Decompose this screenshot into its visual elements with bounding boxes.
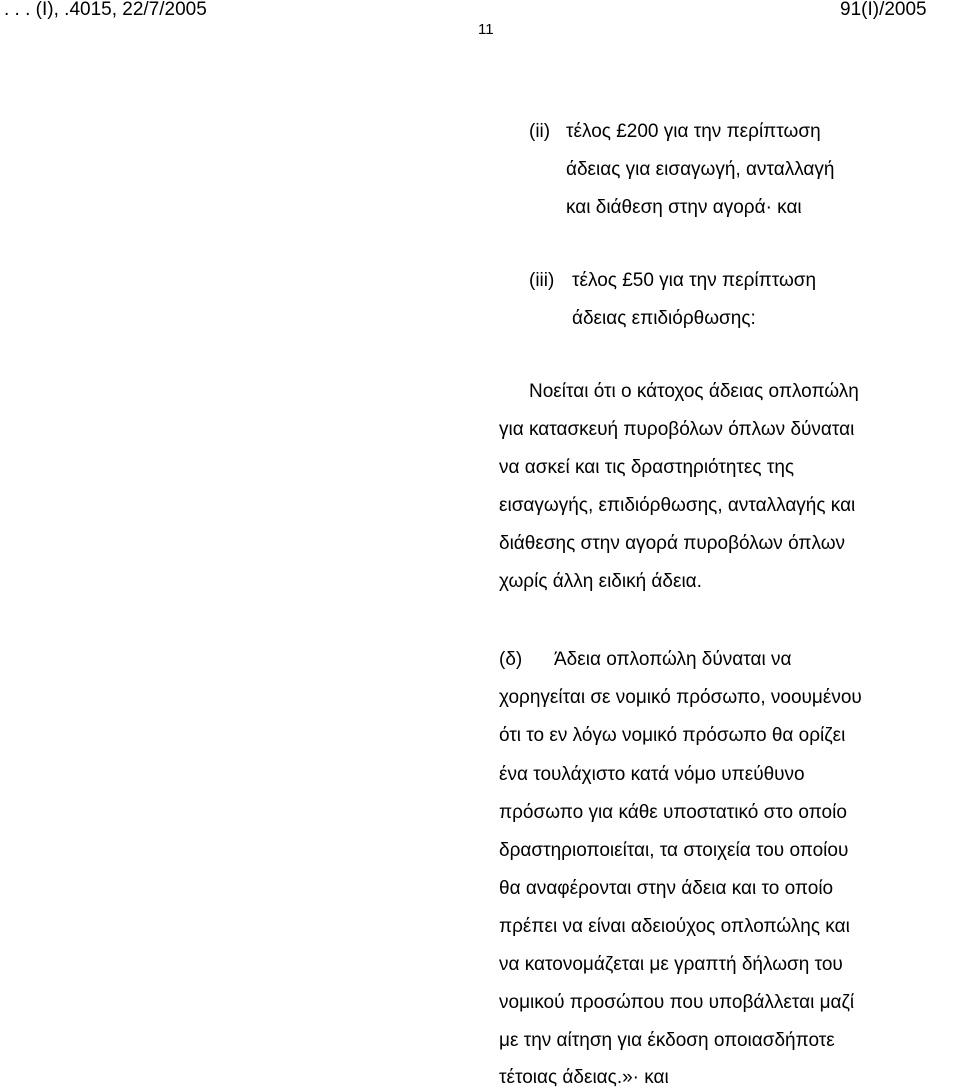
section-d-line-4: ένα τουλάχιστο κατά νόμο υπεύθυνο xyxy=(499,764,805,785)
proviso-line-1: Νοείται ότι ο κάτοχος άδειας οπλοπώλη xyxy=(529,381,859,402)
header-right: 91(Ι)/2005 xyxy=(840,0,927,20)
section-ii-line-2: άδειας για εισαγωγή, ανταλλαγή xyxy=(566,159,835,180)
proviso-line-6: χωρίς άλλη ειδική άδεια. xyxy=(499,571,702,592)
proviso-line-2: για κατασκευή πυροβόλων όπλων δύναται xyxy=(499,419,855,440)
section-d-line-10: νομικού προσώπου που υποβάλλεται μαζί xyxy=(499,992,855,1013)
section-d-line-8: πρέπει να είναι αδειούχος οπλοπώλης και xyxy=(499,916,850,937)
section-iii-label: (iii) xyxy=(529,270,555,291)
section-d-line-9: να κατονομάζεται με γραπτή δήλωση του xyxy=(499,954,843,975)
header-left: . . . (Ι), .4015, 22/7/2005 xyxy=(4,0,207,20)
section-d-label: (δ) xyxy=(499,649,523,670)
page-number: 11 xyxy=(478,21,494,38)
proviso-line-3: να ασκεί και τις δραστηριότητες της xyxy=(499,457,795,478)
section-d-line-7: θα αναφέρονται στην άδεια και το οποίο xyxy=(499,878,834,899)
section-d-line-2: χορηγείται σε νομικό πρόσωπο, νοουμένου xyxy=(499,687,862,708)
section-d-line-1: Άδεια οπλοπώλη δύναται να xyxy=(554,649,792,670)
section-d-line-11: με την αίτηση για έκδοση οποιασδήποτε xyxy=(499,1030,835,1051)
section-ii-line-3: και διάθεση στην αγορά· και xyxy=(566,197,802,218)
section-ii-line-1: τέλος £200 για την περίπτωση xyxy=(566,121,821,142)
section-ii-label: (ii) xyxy=(529,121,551,142)
section-d-line-12: τέτοιας άδειας.»· και xyxy=(499,1067,669,1088)
proviso-line-5: διάθεσης στην αγορά πυροβόλων όπλων xyxy=(499,533,846,554)
section-iii-line-2: άδειας επιδιόρθωσης: xyxy=(572,308,756,329)
section-d-line-5: πρόσωπο για κάθε υποστατικό στο οποίο xyxy=(499,802,847,823)
proviso-line-4: εισαγωγής, επιδιόρθωσης, ανταλλαγής και xyxy=(499,495,856,516)
section-d-line-3: ότι το εν λόγω νομικό πρόσωπο θα ορίζει xyxy=(499,725,846,746)
section-d-line-6: δραστηριοποιείται, τα στοιχεία του οποίου xyxy=(499,840,849,861)
section-iii-line-1: τέλος £50 για την περίπτωση xyxy=(572,270,817,291)
